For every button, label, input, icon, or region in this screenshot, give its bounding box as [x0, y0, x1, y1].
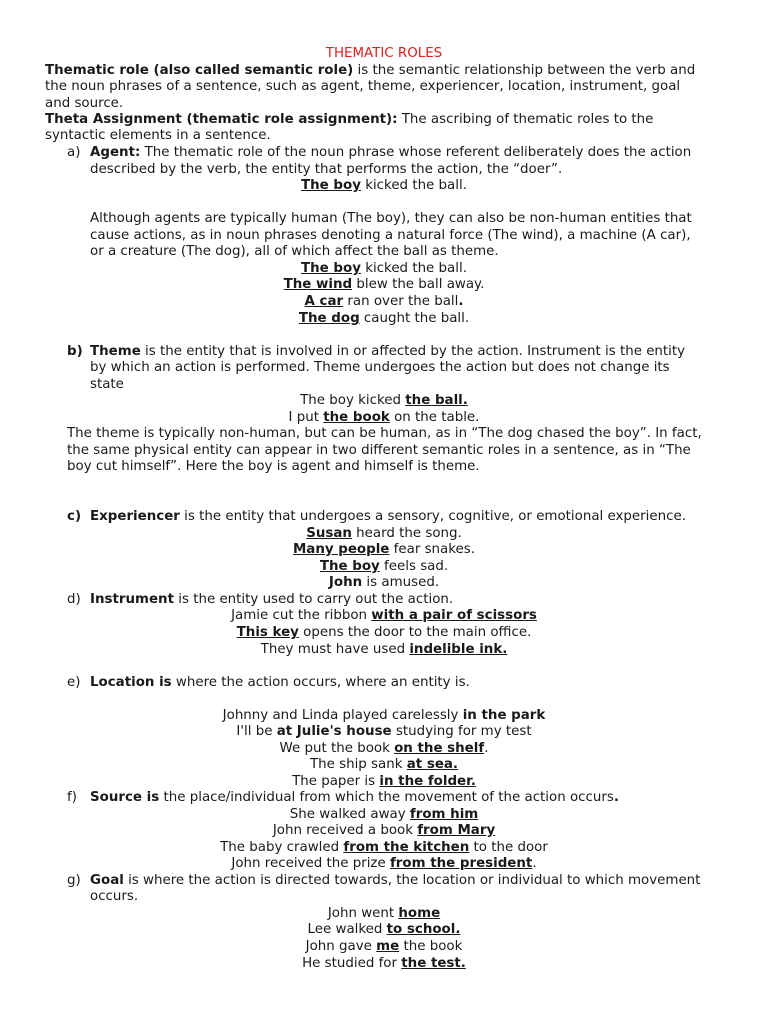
underlined-phrase: on the shelf [394, 741, 485, 756]
underlined-phrase: indelible ink. [409, 642, 508, 657]
text-line: by which an action is performed. Theme undergoes the action but does not change its [90, 360, 670, 375]
underlined-phrase: to school. [386, 922, 461, 937]
text: She walked away [289, 807, 410, 822]
text: is amused. [362, 575, 440, 590]
text-line: The theme is typically non-human, but can be human, as in “The dog chased the boy”. In fact, [67, 426, 702, 441]
example-sentence [0, 608, 768, 624]
example-sentence [0, 542, 768, 558]
list-marker: b) [67, 344, 83, 359]
example-sentence [0, 807, 768, 823]
text: feels sad. [379, 559, 449, 574]
text: I'll be [236, 724, 277, 739]
example-sentence [0, 724, 768, 740]
example-sentence [0, 774, 768, 790]
text: John went [327, 906, 399, 921]
text-line: syntactic elements in a sentence. [45, 128, 271, 143]
bold-phrase: John [328, 575, 363, 590]
term: Source is [90, 790, 160, 805]
example-sentence [0, 939, 768, 955]
text-line: or a creature (The dog), all of which affect the ball as theme. [90, 244, 499, 259]
example-sentence [0, 708, 768, 724]
term: Location is [90, 675, 172, 690]
example-sentence [0, 410, 768, 426]
example-sentence [0, 575, 768, 591]
text-line: state [90, 377, 124, 392]
text: The thematic role of the noun phrase whose referent deliberately does the action [140, 145, 692, 160]
text: Jamie cut the ribbon [231, 608, 372, 623]
example-sentence [0, 294, 768, 310]
text-line: and source. [45, 96, 124, 111]
underlined-phrase: the test. [401, 956, 466, 971]
text-line: described by the verb, the entity that performs the action, the “doer”. [90, 162, 563, 177]
text: where the action occurs, where an entity is. [171, 675, 470, 690]
list-marker: c) [67, 509, 82, 524]
underlined-phrase: from him [409, 807, 479, 822]
bold-phrase: in the park [462, 708, 546, 723]
agent-definition [90, 145, 691, 161]
example-sentence [0, 277, 768, 293]
example-sentence [0, 906, 768, 922]
underlined-phrase: in the folder. [379, 774, 476, 789]
text-line: Although agents are typically human (The boy), they can also be non-human entities that [90, 211, 692, 226]
example-sentence [0, 625, 768, 641]
goal-definition [90, 873, 700, 889]
text: is the entity that is involved in or affected by the action. Instrument is the entity [140, 344, 686, 359]
text: kicked the ball. [360, 178, 467, 193]
underlined-phrase: with a pair of scissors [371, 608, 537, 623]
example-sentence [0, 311, 768, 327]
text: The paper is [292, 774, 380, 789]
text: They must have used [260, 642, 410, 657]
underlined-phrase: The boy [301, 261, 361, 276]
term: Thematic role (also called semantic role) [45, 63, 354, 78]
location-definition [90, 675, 470, 691]
text: studying for my test [391, 724, 532, 739]
definition-theta-assignment [45, 112, 653, 128]
text: The ascribing of thematic roles to the [397, 112, 654, 127]
text: John gave [305, 939, 377, 954]
text-line: occurs. [90, 889, 139, 904]
underlined-phrase: Many people [292, 542, 390, 557]
underlined-phrase: from the kitchen [343, 840, 470, 855]
example-sentence [0, 178, 768, 194]
text: . [458, 294, 464, 309]
text: to the door [469, 840, 548, 855]
text: . [532, 856, 537, 871]
instrument-definition [90, 592, 453, 608]
underlined-phrase: The boy [301, 178, 361, 193]
text-line: the noun phrases of a sentence, such as agent, theme, experiencer, location, instrument, goal [45, 79, 681, 94]
underlined-phrase: Susan [306, 526, 352, 541]
example-sentence [0, 823, 768, 839]
example-sentence [0, 261, 768, 277]
definition-thematic-role [45, 63, 695, 79]
example-sentence [0, 526, 768, 542]
experiencer-definition [90, 509, 686, 525]
text: Johnny and Linda played carelessly [222, 708, 463, 723]
list-marker: f) [67, 790, 77, 805]
text: I put [288, 410, 324, 425]
text: is the entity that undergoes a sensory, cognitive, or emotional experience. [179, 509, 686, 524]
text: He studied for [302, 956, 402, 971]
underlined-phrase: The dog [298, 311, 360, 326]
text: . [613, 790, 619, 805]
underlined-phrase: from the president [389, 856, 533, 871]
term: Theme [90, 344, 141, 359]
term: Agent: [90, 145, 141, 160]
text-line: the same physical entity can appear in two different semantic roles in a sentence, as in “The [67, 443, 691, 458]
text: is the semantic relationship between the verb and [353, 63, 696, 78]
list-marker: a) [67, 145, 81, 160]
text: ran over the ball [343, 294, 459, 309]
page-title: THEMATIC ROLES [325, 46, 443, 61]
text: The ship sank [309, 757, 407, 772]
text: The baby crawled [220, 840, 344, 855]
example-sentence [0, 559, 768, 575]
text: John received a book [272, 823, 418, 838]
underlined-phrase: me [376, 939, 400, 954]
bold-phrase: at Julie's house [276, 724, 392, 739]
text: heard the song. [351, 526, 462, 541]
text: We put the book [279, 741, 395, 756]
list-marker: e) [67, 675, 81, 690]
list-marker: d) [67, 592, 81, 607]
underlined-phrase: home [398, 906, 441, 921]
list-marker: g) [67, 873, 81, 888]
example-sentence [0, 642, 768, 658]
term: Goal [90, 873, 124, 888]
text: John received the prize [231, 856, 390, 871]
underlined-phrase: A car [304, 294, 344, 309]
text-line: boy cut himself”. Here the boy is agent and himself is theme. [67, 459, 480, 474]
text: caught the ball. [359, 311, 470, 326]
text: the book [399, 939, 463, 954]
example-sentence [0, 956, 768, 972]
example-sentence [0, 840, 768, 856]
example-sentence [0, 856, 768, 872]
underlined-phrase: The boy [319, 559, 380, 574]
term: Experiencer [90, 509, 180, 524]
source-definition [90, 790, 619, 806]
theme-definition [90, 344, 685, 360]
underlined-phrase: The wind [283, 277, 353, 292]
text: fear snakes. [389, 542, 476, 557]
text: Lee walked [307, 922, 387, 937]
underlined-phrase: This key [236, 625, 299, 640]
example-sentence [0, 741, 768, 757]
underlined-phrase: the ball. [405, 393, 468, 408]
example-sentence [0, 922, 768, 938]
text: is where the action is directed towards, the location or individual to which movement [123, 873, 701, 888]
text: opens the door to the main office. [298, 625, 532, 640]
term: Theta Assignment (thematic role assignment): [45, 112, 398, 127]
underlined-phrase: from Mary [417, 823, 496, 838]
text: The boy kicked [300, 393, 406, 408]
text: kicked the ball. [360, 261, 467, 276]
text: on the table. [389, 410, 480, 425]
underlined-phrase: at sea. [406, 757, 459, 772]
text-line: cause actions, as in noun phrases denoting a natural force (The wind), a machine (A car), [90, 228, 691, 243]
example-sentence [0, 393, 768, 409]
text: . [484, 741, 489, 756]
example-sentence [0, 757, 768, 773]
text: the place/individual from which the movement of the action occurs [159, 790, 614, 805]
underlined-phrase: the book [323, 410, 390, 425]
text: is the entity used to carry out the action. [174, 592, 454, 607]
term: Instrument [90, 592, 174, 607]
text: blew the ball away. [352, 277, 485, 292]
